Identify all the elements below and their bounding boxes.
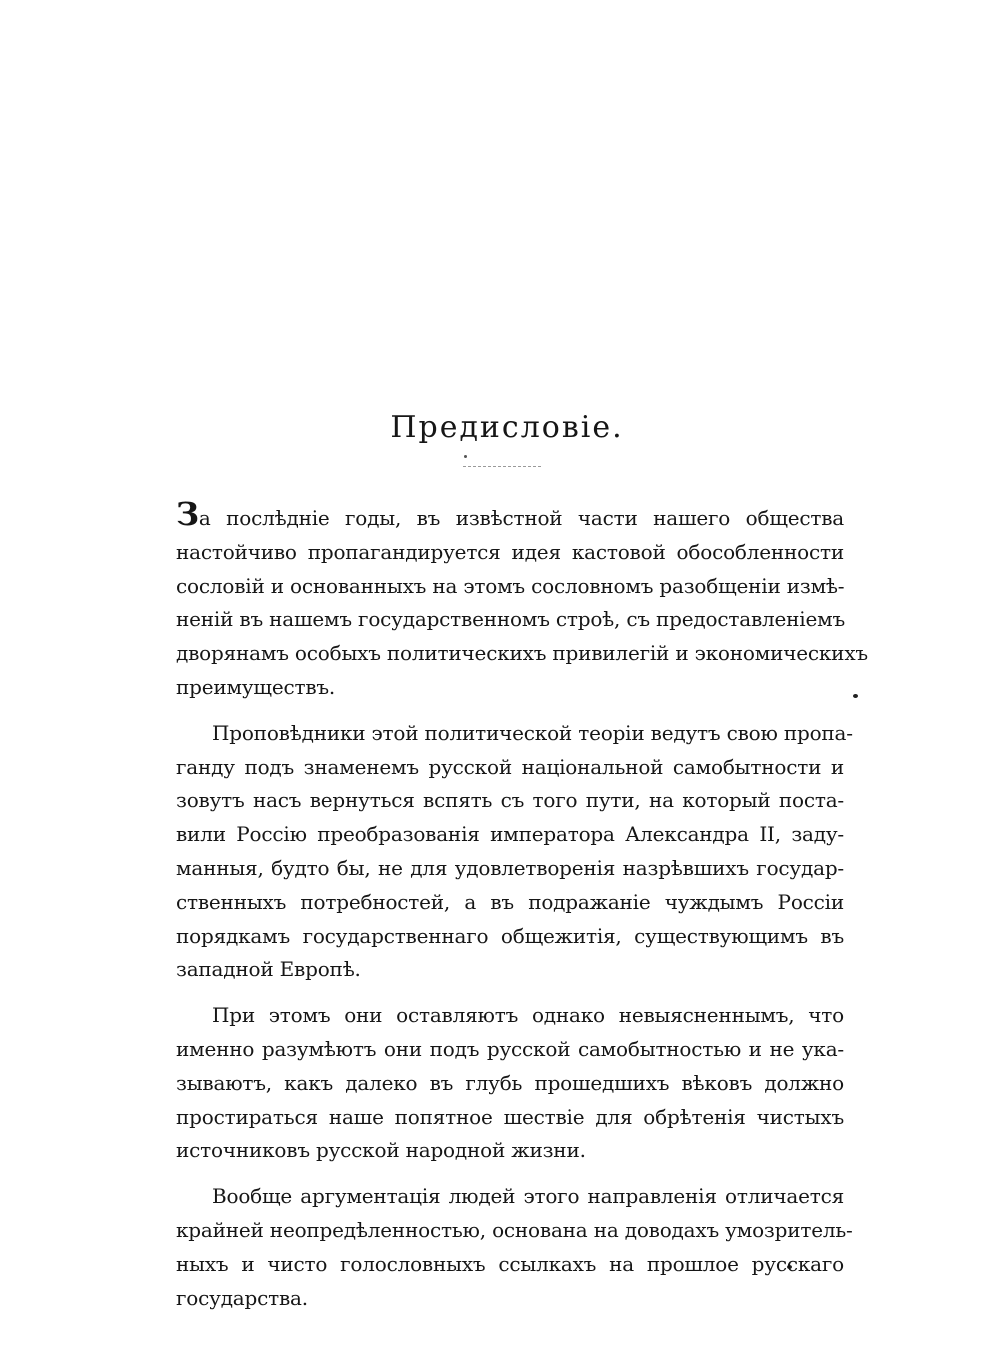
text-line: ственныхъ потребностей, а въ подражаніе чуждымъ Россіи: [176, 889, 844, 914]
text-line: ганду подъ знаменемъ русской національной самобытности и: [176, 754, 844, 779]
text-line: источниковъ русской народной жизни.: [176, 1138, 586, 1163]
text-line: настойчиво пропагандируется идея кастовой обособленности: [176, 539, 844, 564]
page-title: Предисловіе.: [390, 410, 624, 445]
text-line: зываютъ, какъ далеко въ глубь прошедшихъ вѣковъ должно: [176, 1070, 844, 1095]
paragraph-4: [176, 1180, 853, 1315]
text-line: западной Европѣ.: [176, 957, 361, 982]
text-line: государства.: [176, 1285, 308, 1310]
text-line: именно разумѣютъ они подъ русской самобытностью и не ука-: [176, 1036, 844, 1061]
drop-cap-word-rest: а: [198, 506, 211, 530]
paragraph-2: [176, 717, 853, 987]
text-line: вили Россію преобразованія императора Александра II, заду-: [176, 822, 844, 847]
preface-body: [176, 495, 868, 1327]
text-line: ныхъ и чисто голословныхъ ссылкахъ на прошлое русскаго: [176, 1251, 844, 1276]
paragraph-3: [176, 999, 844, 1168]
text-line: сословій и основанныхъ на этомъ сословномъ разобщеніи измѣ-: [176, 573, 845, 598]
title-ornament-dot: [464, 455, 467, 458]
text-line: зовутъ насъ вернуться вспять съ того пути, на который поста-: [176, 788, 844, 813]
title-divider: [463, 466, 541, 467]
text-line: неній въ нашемъ государственномъ строѣ, съ предоставленіемъ: [176, 607, 846, 632]
text-line: дворянамъ особыхъ политическихъ привилегій и экономическихъ: [176, 641, 868, 666]
text-line: манныя, будто бы, не для удовлетворенія назрѣвшихъ государ-: [176, 855, 844, 880]
text-line: преимуществъ.: [176, 674, 336, 699]
line-text: послѣдніе годы, въ извѣстной части нашего общества: [210, 506, 844, 530]
text-line: Проповѣдники этой политической теоріи ведутъ свою пропа-: [212, 720, 853, 745]
text-line: При этомъ они оставляютъ однако невыясненнымъ, что: [212, 1003, 844, 1028]
drop-cap: З: [176, 495, 199, 533]
text-line: Вообще аргументація людей этого направленія отличается: [212, 1184, 844, 1209]
text-line: простираться наше попятное шествіе для обрѣтенія чистыхъ: [176, 1104, 844, 1129]
paragraph-1: [176, 495, 868, 705]
text-line: порядкамъ государственнаго общежитія, существующимъ въ: [176, 923, 844, 948]
print-speck: [853, 694, 858, 698]
text-line: [176, 495, 844, 536]
text-line: крайней неопредѣленностью, основана на доводахъ умозритель-: [176, 1217, 853, 1242]
